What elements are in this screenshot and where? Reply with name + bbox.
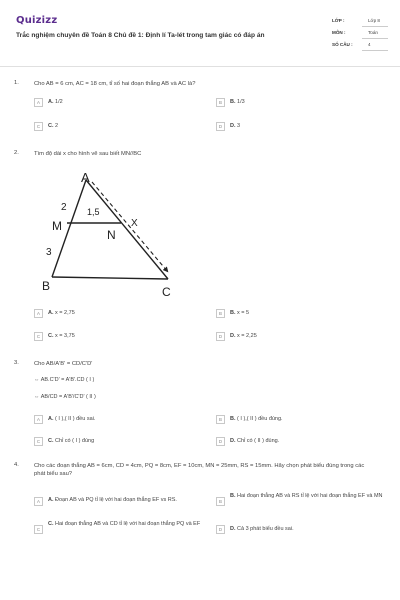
- option-1d[interactable]: [216, 120, 386, 134]
- option-text: D. Chỉ có ( II ) đúng.: [230, 438, 280, 444]
- option-text: D. Cả 3 phát biểu đều sai.: [230, 526, 294, 532]
- option-text: C. x = 3,75: [48, 333, 75, 339]
- option-3d[interactable]: [216, 435, 386, 449]
- option-1a[interactable]: [34, 96, 204, 110]
- option-letter-box: B: [216, 98, 225, 107]
- label-n: N: [107, 228, 116, 242]
- question-text: Cho AB = 6 cm, AC = 18 cm, tỉ số hai đoạn thẳng AB và AC là?: [34, 81, 196, 87]
- option-text: B. Hai đoạn thẳng AB và RS tỉ lệ với hai đoạn thẳng EF và MN: [230, 493, 383, 499]
- option-text: B. ( I ),( II ) đều đúng.: [230, 416, 283, 422]
- label-c: C: [162, 285, 171, 299]
- option-text: A. x = 2,75: [48, 310, 75, 316]
- option-text: D. x = 2,25: [230, 333, 257, 339]
- quizizz-logo: Quizizz: [16, 15, 58, 26]
- side-bc: [52, 277, 168, 279]
- option-1b[interactable]: [216, 96, 386, 110]
- option-letter-box: D: [216, 332, 225, 341]
- question-text: Tìm độ dài x cho hình vẽ sau biết MN//BC: [34, 151, 142, 157]
- option-4b[interactable]: [216, 492, 388, 512]
- option-letter-box: A: [34, 98, 43, 107]
- label-mb-length: 3: [46, 247, 52, 258]
- meta-row-subject: [332, 28, 388, 40]
- option-4d[interactable]: [216, 523, 388, 537]
- question-number: 4.: [14, 462, 19, 468]
- question-number: 2.: [14, 150, 19, 156]
- question-text: Cho AB/A'B' = CD/C'D': [34, 361, 93, 367]
- option-4c[interactable]: [34, 520, 214, 540]
- meta-key: LỚP :: [332, 18, 345, 23]
- option-2a[interactable]: [34, 307, 204, 321]
- measure-arrow: [92, 182, 168, 272]
- label-a: A: [81, 170, 90, 185]
- option-1c[interactable]: [34, 120, 204, 134]
- option-3b[interactable]: [216, 413, 386, 427]
- header-divider: [0, 66, 400, 67]
- triangle-figure: [30, 162, 190, 302]
- meta-value: 4: [362, 42, 388, 51]
- option-letter-box: C: [34, 525, 43, 534]
- label-m: M: [52, 219, 62, 233]
- option-letter-box: C: [34, 122, 43, 131]
- option-3c[interactable]: [34, 435, 204, 449]
- option-text: C. Chỉ có ( I ) đúng: [48, 438, 95, 444]
- meta-value: Lớp 8: [362, 18, 388, 27]
- option-letter-box: D: [216, 122, 225, 131]
- option-letter-box: B: [216, 497, 225, 506]
- option-letter-box: C: [34, 437, 43, 446]
- worksheet-meta: [332, 16, 388, 52]
- equation-line-1: ⇔ AB.C'D' = A'B'.CD ( I ): [34, 377, 95, 383]
- question-text: Cho các đoạn thẳng AB = 6cm, CD = 4cm, PQ = 8cm, EF = 10cm, MN = 25mm, RS = 15mm. Hãy chọn phát biểu đúng trong các phát biểu sau?: [34, 463, 365, 477]
- option-text: A. Đoạn AB và PQ tỉ lệ với hai đoạn thẳng EF vs RS.: [48, 497, 177, 503]
- meta-row-class: [332, 16, 388, 28]
- side-ac: [86, 180, 168, 279]
- label-am-length: 2: [61, 202, 67, 213]
- option-letter-box: A: [34, 309, 43, 318]
- option-text: C. 2: [48, 123, 59, 129]
- option-2b[interactable]: [216, 307, 386, 321]
- option-letter-box: D: [216, 437, 225, 446]
- option-text: B. 1/3: [230, 99, 245, 105]
- option-text: C. Hai đoạn thẳng AB và CD tỉ lệ với hai đoạn thẳng PQ và EF: [48, 521, 201, 527]
- equation-line-2: ⇔ AB/CD = A'B'/C'D' ( II ): [34, 394, 96, 400]
- question-number: 3.: [14, 360, 19, 366]
- option-3a[interactable]: [34, 413, 204, 427]
- option-letter-box: D: [216, 525, 225, 534]
- option-letter-box: B: [216, 415, 225, 424]
- question-number: 1.: [14, 80, 19, 86]
- meta-key: SỐ CÂU :: [332, 42, 353, 47]
- option-2d[interactable]: [216, 330, 386, 344]
- option-2c[interactable]: [34, 330, 204, 344]
- meta-value: Toán: [362, 30, 388, 39]
- option-text: A. 1/2: [48, 99, 63, 105]
- option-letter-box: A: [34, 497, 43, 506]
- option-text: A. ( I ),( II ) đều sai.: [48, 416, 96, 422]
- option-text: B. x = 5: [230, 310, 250, 316]
- worksheet-header: [12, 10, 388, 62]
- label-x: X: [131, 218, 138, 229]
- label-an-length: 1,5: [87, 207, 100, 217]
- worksheet-title: Trắc nghiệm chuyên đề Toán 8 Chủ đề 1: Định lí Ta-lét trong tam giác có đáp án: [16, 32, 265, 39]
- meta-key: MÔN :: [332, 30, 346, 35]
- option-letter-box: A: [34, 415, 43, 424]
- label-b: B: [42, 279, 51, 293]
- option-letter-box: C: [34, 332, 43, 341]
- meta-row-count: [332, 40, 388, 52]
- option-text: D. 3: [230, 123, 241, 129]
- option-letter-box: B: [216, 309, 225, 318]
- option-4a[interactable]: [34, 494, 214, 512]
